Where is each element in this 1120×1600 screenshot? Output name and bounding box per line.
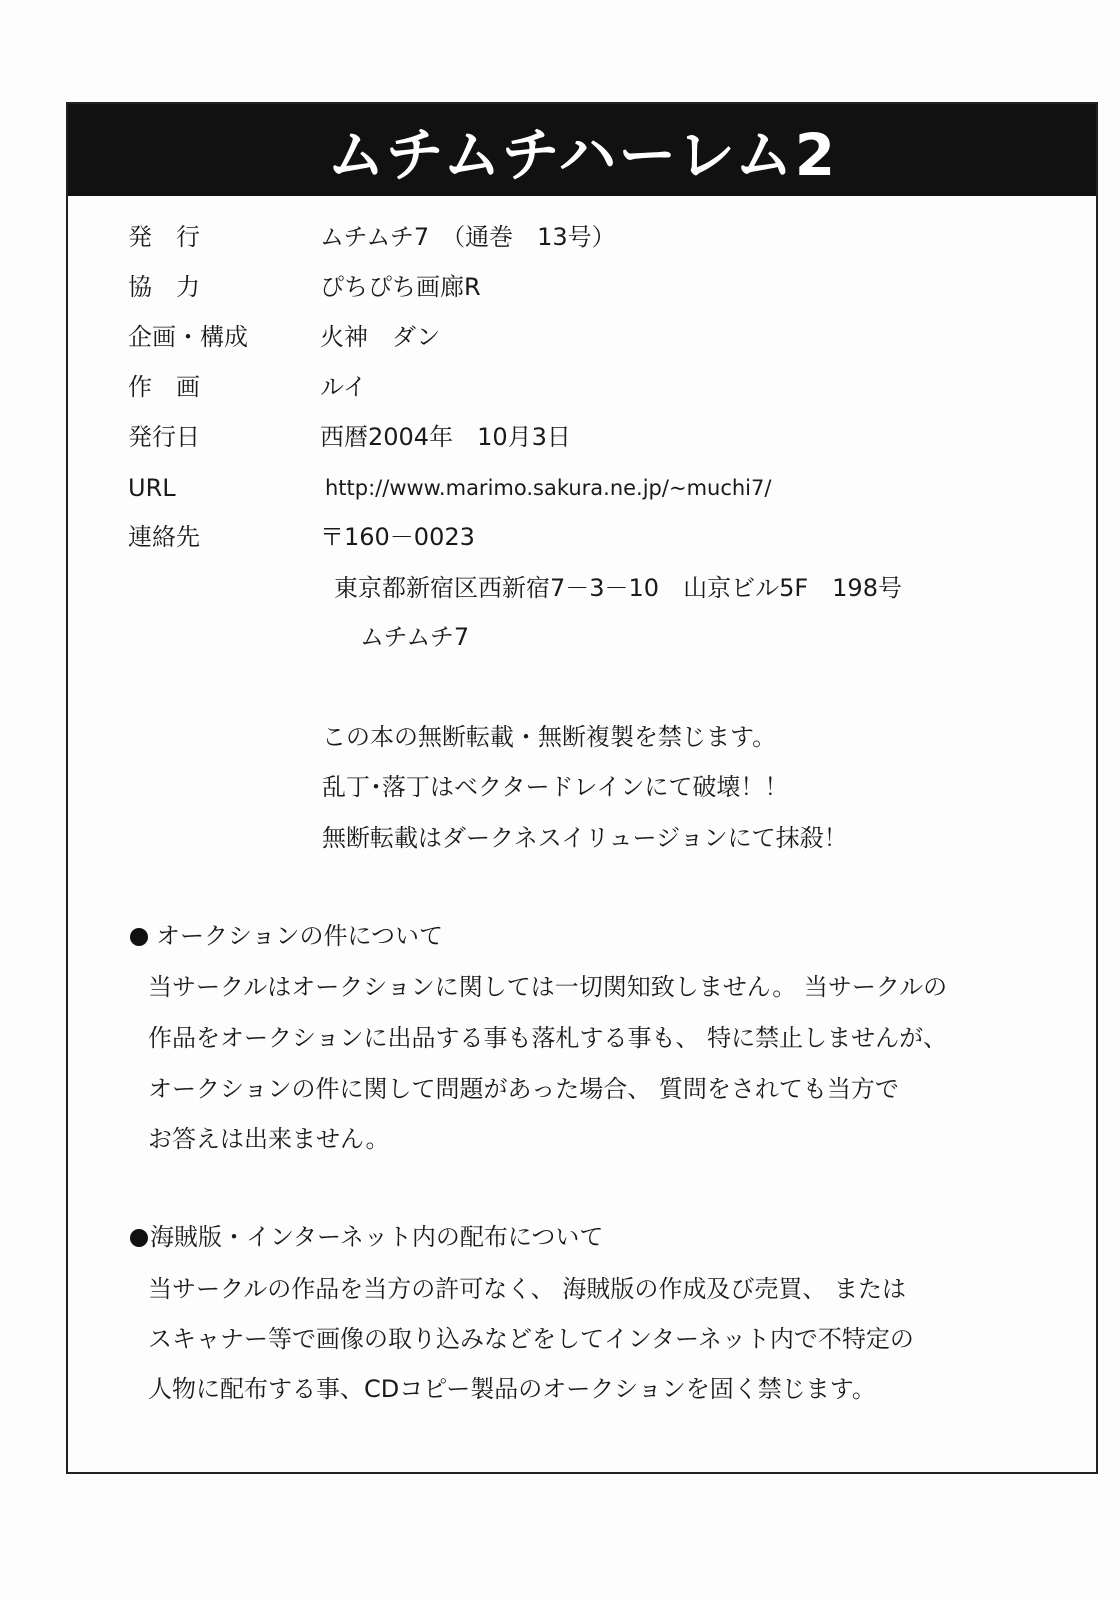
title-band: [68, 104, 1096, 196]
section-line: 当サークルはオークションに関しては一切関知致しません。 当サークルの: [148, 973, 948, 1001]
value-planning: 火神 ダン: [320, 323, 441, 351]
label-cooperation: 協 力: [128, 273, 200, 301]
value-artist: ルイ: [320, 373, 367, 401]
label-publisher: 発 行: [128, 223, 200, 251]
label-contact: 連絡先: [128, 523, 200, 551]
section-heading: [130, 921, 443, 951]
address-line: 東京都新宿区西新宿7－3－10 山京ビル5F 198号: [334, 574, 902, 602]
section-line: スキャナー等で画像の取り込みなどをしてインターネット内で不特定の: [148, 1325, 914, 1353]
address-name: ムチムチ7: [360, 623, 470, 651]
label-date: 発行日: [128, 423, 200, 451]
book-title: ムチムチハーレム2: [326, 121, 838, 189]
label-artist: 作 画: [128, 373, 200, 401]
section-line: 当サークルの作品を当方の許可なく、 海賊版の作成及び売買、 または: [148, 1275, 907, 1303]
value-date: 西暦2004年 10月3日: [320, 423, 571, 451]
notice-line: 乱丁･落丁はベクタードレインにて破壊！！: [322, 773, 789, 801]
section-line: オークションの件に関して問題があった場合、 質問をされても当方で: [148, 1075, 899, 1103]
bullet-icon: [130, 928, 148, 946]
section-line: 作品をオークションに出品する事も落札する事も、 特に禁止しませんが、: [148, 1024, 948, 1052]
notice-line: 無断転載はダークネスイリュージョンにて抹殺！: [322, 824, 848, 852]
notice-line: この本の無断転載・無断複製を禁じます。: [322, 723, 777, 751]
label-url: URL: [128, 474, 176, 502]
label-planning: 企画・構成: [128, 323, 248, 351]
section-line: お答えは出来ません。: [148, 1125, 390, 1153]
section-heading-text: オークションの件について: [156, 922, 444, 950]
value-postal-code: 〒160－0023: [320, 523, 475, 551]
section-heading-text: 海賊版・インターネット内の配布について: [150, 1223, 604, 1251]
section-heading: [130, 1222, 603, 1252]
value-url[interactable]: http://www.marimo.sakura.ne.jp/~muchi7/: [325, 476, 772, 500]
value-cooperation: ぴちぴち画廊R: [320, 273, 481, 301]
section-line: 人物に配布する事、CDコピー製品のオークションを固く禁じます。: [148, 1375, 876, 1403]
value-publisher: ムチムチ7 （通巻 13号）: [320, 223, 616, 251]
bullet-icon: [130, 1229, 148, 1247]
